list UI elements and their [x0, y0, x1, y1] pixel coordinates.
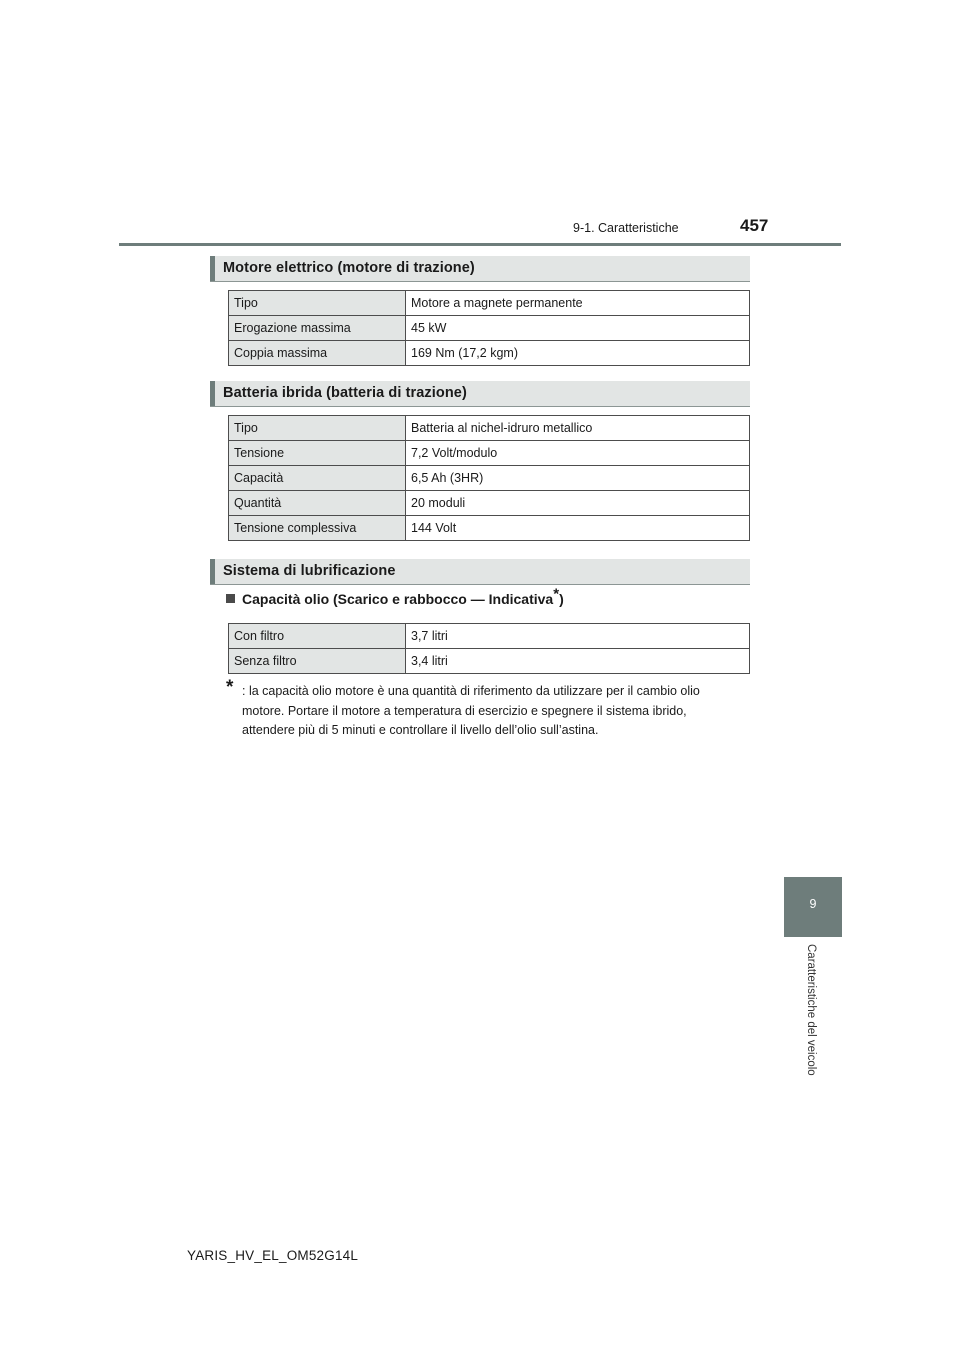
row-value: 7,2 Volt/modulo	[406, 441, 750, 466]
subheading-text: Capacità olio (Scarico e rabbocco — Indicativa	[242, 591, 554, 607]
table-row	[229, 491, 750, 516]
chapter-label: Caratteristiche del veicolo	[805, 944, 817, 1076]
table-row	[229, 316, 750, 341]
row-label: Senza filtro	[229, 649, 406, 674]
section-heading-motor	[210, 256, 750, 282]
row-label: Coppia massima	[229, 341, 406, 366]
table-row	[229, 649, 750, 674]
row-value: 20 moduli	[406, 491, 750, 516]
section-heading-lubrication	[210, 559, 750, 585]
row-label: Erogazione massima	[229, 316, 406, 341]
row-value: 45 kW	[406, 316, 750, 341]
document-code: YARIS_HV_EL_OM52G14L	[187, 1248, 359, 1263]
chapter-number: 9	[809, 897, 817, 911]
table-row	[229, 416, 750, 441]
table-row	[229, 291, 750, 316]
row-value: 6,5 Ah (3HR)	[406, 466, 750, 491]
chapter-tab	[784, 877, 842, 937]
section-title-motor: Motore elettrico (motore di trazione)	[223, 260, 475, 276]
row-value: 169 Nm (17,2 kgm)	[406, 341, 750, 366]
row-label: Quantità	[229, 491, 406, 516]
footnote-line: motore. Portare il motore a temperatura di esercizio e spegnere il sistema ibrido,	[242, 703, 687, 718]
row-label: Tipo	[229, 416, 406, 441]
subheading-close: )	[559, 591, 564, 607]
table-row	[229, 341, 750, 366]
row-label: Con filtro	[229, 624, 406, 649]
row-value: 144 Volt	[406, 516, 750, 541]
footnote	[226, 677, 746, 741]
row-value: 3,4 litri	[406, 649, 750, 674]
table-row	[229, 624, 750, 649]
table-row	[229, 466, 750, 491]
section-title-battery: Batteria ibrida (batteria di trazione)	[223, 385, 467, 401]
section-title-lubrication: Sistema di lubrificazione	[223, 563, 396, 579]
section-title: 9-1. Caratteristiche	[573, 221, 679, 235]
row-label: Capacità	[229, 466, 406, 491]
section-accent	[210, 256, 215, 281]
table-row	[229, 516, 750, 541]
oil-capacity-subheading	[226, 585, 564, 607]
footnote-line: attendere più di 5 minuti e controllare il livello dell’olio sull’astina.	[242, 723, 599, 737]
table-row	[229, 441, 750, 466]
section-heading-battery	[210, 381, 750, 407]
row-value: 3,7 litri	[406, 624, 750, 649]
page-number: 457	[740, 216, 769, 235]
row-label: Tensione complessiva	[229, 516, 406, 541]
footnote-line: : la capacità olio motore è una quantità di riferimento da utilizzare per il cambio olio	[242, 684, 700, 698]
footnote-asterisk: *	[226, 677, 234, 698]
row-label: Tensione	[229, 441, 406, 466]
row-label: Tipo	[229, 291, 406, 316]
section-accent	[210, 381, 215, 406]
square-bullet-icon	[226, 594, 235, 603]
row-value: Batteria al nichel-idruro metallico	[406, 416, 750, 441]
footnote-mark: *	[553, 585, 560, 603]
row-value: Motore a magnete permanente	[406, 291, 750, 316]
header-divider	[119, 243, 841, 246]
motor-spec-table	[228, 290, 750, 366]
battery-spec-table	[228, 415, 750, 541]
oil-capacity-table	[228, 623, 750, 674]
section-accent	[210, 559, 215, 584]
